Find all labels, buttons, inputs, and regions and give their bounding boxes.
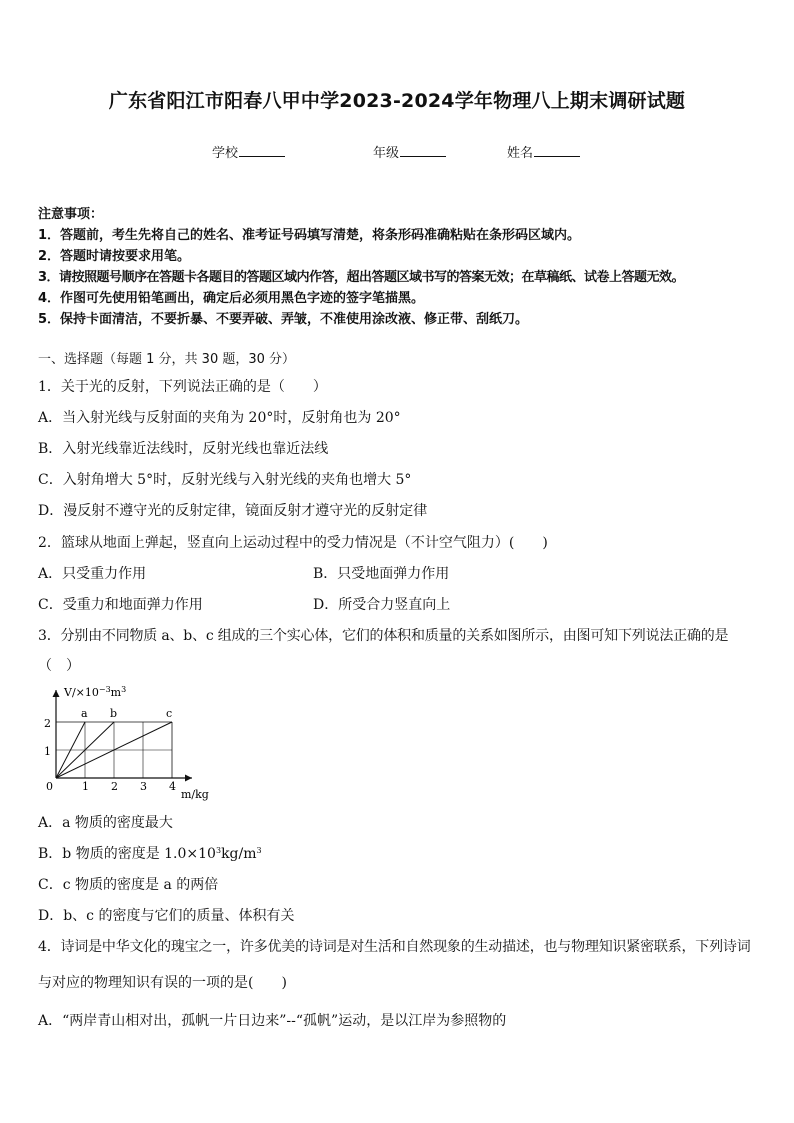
x-axis-label: m/kg: [181, 788, 209, 801]
page-title: 广东省阳江市阳春八甲中学2023-2024学年物理八上期末调研试题: [108, 90, 686, 112]
school-blank[interactable]: [239, 144, 285, 157]
question-4-stem-line2: 与对应的物理知识有误的一项的是( ): [38, 975, 287, 991]
notes-heading: 注意事项：: [38, 207, 104, 222]
note-item: 5．保持卡面清洁，不要折暴、不要弄破、弄皱，不准使用涂改液、修正带、刮纸刀。: [38, 312, 529, 327]
question-2-option-b: B．只受地面弹力作用: [313, 566, 450, 582]
question-1-stem: 1．关于光的反射，下列说法正确的是（ ）: [38, 379, 327, 395]
line-label-a: a: [81, 707, 88, 720]
note-item: 3．请按照题号顺序在答题卡各题目的答题区域内作答，超出答题区域书写的答案无效；在草稿纸、试卷上答题无效。: [38, 270, 685, 285]
question-3-option-b: B．b 物质的密度是 $1.0\times 10^3kg/m^3$: [38, 846, 262, 862]
question-3-option-d: D．b、c 的密度与它们的质量、体积有关: [38, 908, 295, 924]
name-field[interactable]: [507, 142, 580, 161]
x-tick-label: 2: [111, 780, 118, 793]
question-1-option-b: B．入射光线靠近法线时，反射光线也靠近法线: [38, 441, 329, 457]
grade-field[interactable]: [373, 142, 446, 161]
volume-mass-graph: [40, 683, 220, 803]
question-4-stem-line1: 4．诗词是中华文化的瑰宝之一，许多优美的诗词是对生活和自然现象的生动描述，也与物理知识紧密联系，下列诗词: [38, 939, 751, 955]
grade-blank[interactable]: [400, 144, 446, 157]
section-heading: 一、选择题（每题 1 分，共 30 题，30 分）: [38, 352, 296, 367]
question-2-stem: 2．篮球从地面上弹起，竖直向上运动过程中的受力情况是（不计空气阻力）( ): [38, 535, 548, 551]
line-label-c: c: [166, 707, 173, 720]
y-axis-label: $V/\times 10^{-3}m^3$: [64, 685, 127, 699]
question-1-option-d: D．漫反射不遵守光的反射定律，镜面反射才遵守光的反射定律: [38, 503, 428, 519]
line-label-b: b: [110, 707, 118, 720]
y-tick-label: 2: [44, 717, 51, 730]
school-label: 学校: [212, 146, 239, 161]
question-2-option-d: D．所受合力竖直向上: [313, 597, 451, 613]
note-item: 1．答题前，考生先将自己的姓名、准考证号码填写清楚，将条形码准确粘贴在条形码区域内。: [38, 228, 581, 243]
question-4-option-a: A．“两岸青山相对出，孤帆一片日边来”--“孤帆”运动，是以江岸为参照物的: [38, 1013, 507, 1029]
x-tick-label: 1: [82, 780, 89, 793]
question-3-option-a: A．a 物质的密度最大: [38, 815, 173, 831]
question-1-option-c: C．入射角增大 5°时，反射光线与入射光线的夹角也增大 5°: [38, 472, 412, 488]
question-2-option-a: A．只受重力作用: [38, 566, 147, 582]
name-label: 姓名: [507, 146, 534, 161]
name-blank[interactable]: [534, 144, 580, 157]
school-field[interactable]: [212, 142, 285, 161]
question-3-stem: 3．分别由不同物质 a、b、c 组成的三个实心体，它们的体积和质量的关系如图所示，由图可知下列说法正确的是: [38, 628, 729, 644]
note-item: 4．作图可先使用铅笔画出，确定后必须用黑色字迹的签字笔描黑。: [38, 291, 425, 306]
x-tick-label: 3: [140, 780, 147, 793]
graph-svg: [40, 683, 220, 803]
question-3-paren: （ ）: [38, 658, 80, 674]
grade-label: 年级: [373, 146, 400, 161]
question-1-option-a: A．当入射光线与反射面的夹角为 20°时，反射角也为 20°: [38, 410, 401, 426]
x-tick-label: 0: [46, 780, 53, 793]
y-tick-label: 1: [44, 745, 51, 758]
question-2-option-c: C．受重力和地面弹力作用: [38, 597, 203, 613]
x-tick-label: 4: [169, 780, 176, 793]
note-item: 2．答题时请按要求用笔。: [38, 249, 191, 264]
question-3-option-c: C．c 物质的密度是 a 的两倍: [38, 877, 219, 893]
